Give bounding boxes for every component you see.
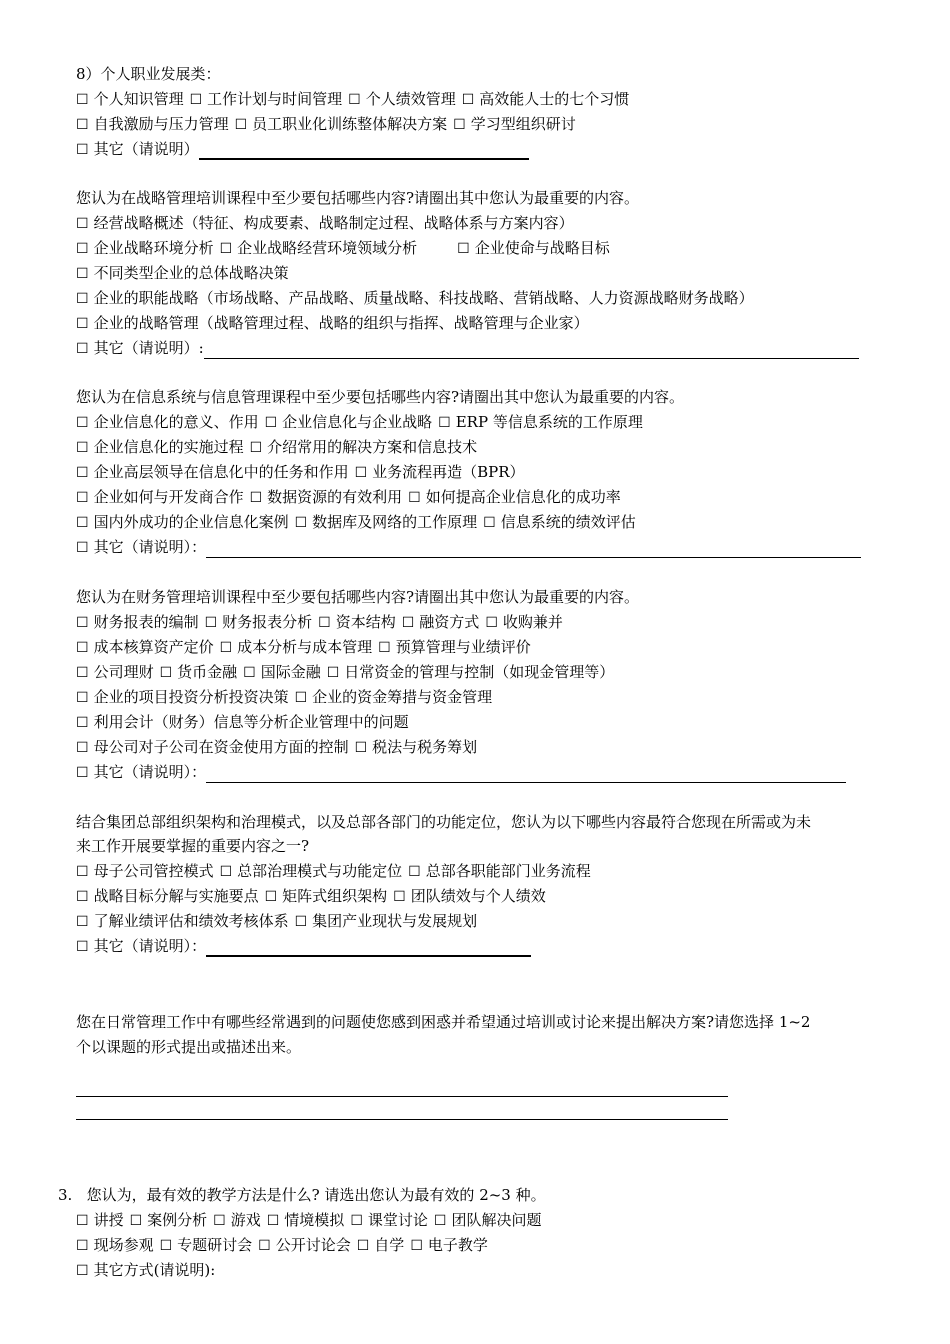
option-row: [76, 288, 760, 309]
option-label: 日常资金的管理与控制（如现金管理等）: [344, 663, 615, 681]
checkbox[interactable]: ☐: [483, 515, 496, 531]
checkbox[interactable]: ☐: [354, 740, 368, 756]
option-label: 公开讨论会: [275, 1236, 351, 1254]
option-row: [76, 911, 483, 932]
option-label: 员工职业化训练整体解决方案: [252, 115, 448, 133]
option-row: [76, 437, 483, 458]
checkbox[interactable]: ☐: [408, 864, 421, 880]
option-label: 信息系统的绩效评估: [500, 513, 636, 531]
other-row: [76, 936, 531, 957]
option-label: 案例分析: [147, 1211, 208, 1229]
checkbox[interactable]: ☐: [318, 615, 331, 631]
option-row: [76, 637, 537, 658]
checkbox[interactable]: ☐: [76, 540, 89, 556]
option-label: 介绍常用的解决方案和信息技术: [267, 438, 478, 456]
checkbox[interactable]: ☐: [408, 490, 421, 506]
question-text: 您在日常管理工作中有哪些经常遇到的问题使您感到困惑并希望通过培训或讨论来提出解决方案?请您选择 1~2: [76, 1013, 811, 1031]
option-label: 利用会计（财务）信息等分析企业管理中的问题: [93, 713, 409, 731]
option-label: 总部治理模式与功能定位: [237, 862, 403, 880]
checkbox[interactable]: ☐: [76, 665, 89, 681]
checkbox[interactable]: ☐: [294, 914, 308, 930]
answer-blank[interactable]: [204, 344, 859, 359]
option-row: [76, 737, 483, 758]
checkbox[interactable]: ☐: [76, 117, 89, 133]
option-row: [76, 313, 595, 334]
option-label: 公司理财: [93, 663, 154, 681]
other-label: 其它（请说明）：: [93, 538, 207, 556]
answer-blank[interactable]: [206, 941, 531, 957]
option-row: [76, 612, 569, 633]
checkbox[interactable]: ☐: [76, 1213, 89, 1229]
checkbox[interactable]: ☐: [204, 615, 218, 631]
option-label: 企业如何与开发商合作: [93, 488, 244, 506]
checkbox[interactable]: ☐: [129, 1213, 143, 1229]
answer-blank[interactable]: [206, 768, 846, 783]
option-label: ERP 等信息系统的工作原理: [455, 413, 643, 431]
option-row: [76, 238, 616, 259]
other-row: [76, 762, 846, 783]
checkbox[interactable]: ☐: [354, 465, 368, 481]
option-label: 资本结构: [335, 613, 396, 631]
checkbox[interactable]: ☐: [76, 316, 89, 332]
checkbox[interactable]: ☐: [76, 889, 89, 905]
option-label: 个人知识管理: [93, 90, 184, 108]
option-row: [76, 263, 295, 284]
option-label: 高效能人士的七个习惯: [479, 90, 630, 108]
checkbox[interactable]: ☐: [76, 864, 89, 880]
checkbox[interactable]: ☐: [438, 415, 451, 431]
option-label: 企业高层领导在信息化中的任务和作用: [93, 463, 349, 481]
option-label: 收购兼并: [502, 613, 563, 631]
option-label: 矩阵式组织架构: [282, 887, 388, 905]
checkbox[interactable]: ☐: [219, 640, 233, 656]
answer-blank[interactable]: [199, 144, 529, 160]
option-label: 自学: [374, 1236, 405, 1254]
checkbox[interactable]: ☐: [159, 1238, 173, 1254]
option-label: 业务流程再造（BPR）: [372, 463, 525, 481]
checkbox[interactable]: ☐: [76, 914, 89, 930]
checkbox[interactable]: ☐: [258, 1238, 271, 1254]
other-label: 其它（请说明）：: [93, 937, 207, 955]
option-label: 财务报表的编制: [93, 613, 199, 631]
section-title: 8）个人职业发展类：: [76, 65, 221, 83]
option-row: [76, 886, 552, 907]
checkbox[interactable]: ☐: [189, 92, 203, 108]
option-label: 融资方式: [419, 613, 480, 631]
option-label: 如何提高企业信息化的成功率: [425, 488, 621, 506]
option-label: 企业信息化的实施过程: [93, 438, 244, 456]
option-row: [76, 89, 635, 110]
checkbox[interactable]: ☐: [76, 740, 89, 756]
checkbox[interactable]: ☐: [433, 1213, 447, 1229]
option-label: 游戏: [230, 1211, 261, 1229]
checkbox[interactable]: ☐: [294, 690, 308, 706]
option-label: 预算管理与业绩评价: [395, 638, 531, 656]
checkbox[interactable]: ☐: [243, 665, 256, 681]
checkbox[interactable]: ☐: [76, 1263, 89, 1279]
checkbox[interactable]: ☐: [249, 490, 263, 506]
question-text: 来工作开展要掌握的重要内容之一?: [76, 837, 310, 855]
option-row: [76, 662, 620, 683]
option-label: 企业的项目投资分析投资决策: [93, 688, 289, 706]
question-text: 您认为在信息系统与信息管理课程中至少要包括哪些内容?请圈出其中您认为最重要的内容。: [76, 388, 685, 406]
option-label: 团队绩效与个人绩效: [410, 887, 546, 905]
question-text: 个以课题的形式提出或描述出来。: [76, 1038, 302, 1056]
option-label: 战略目标分解与实施要点: [93, 887, 259, 905]
checkbox[interactable]: ☐: [219, 864, 233, 880]
other-label: 其它（请说明）：: [93, 763, 207, 781]
option-label: 母公司对子公司在资金使用方面的控制: [93, 738, 349, 756]
checkbox[interactable]: ☐: [76, 241, 89, 257]
checkbox[interactable]: ☐: [453, 117, 466, 133]
option-row: [76, 712, 415, 733]
other-row: [76, 139, 529, 160]
option-label: 电子教学: [427, 1236, 488, 1254]
checkbox[interactable]: ☐: [76, 939, 89, 955]
checkbox[interactable]: ☐: [264, 415, 278, 431]
other-label: 其它方式(请说明):: [93, 1261, 216, 1279]
checkbox[interactable]: ☐: [159, 665, 173, 681]
checkbox[interactable]: ☐: [76, 216, 89, 232]
option-label: 经营战略概述（特征、构成要素、战略制定过程、战略体系与方案内容）: [93, 214, 574, 232]
checkbox[interactable]: ☐: [326, 665, 340, 681]
option-label: 团队解决问题: [451, 1211, 542, 1229]
option-label: 情境模拟: [284, 1211, 345, 1229]
option-label: 工作计划与时间管理: [207, 90, 343, 108]
option-label: 财务报表分析: [222, 613, 313, 631]
option-label: 成本分析与成本管理: [237, 638, 373, 656]
checkbox[interactable]: ☐: [76, 640, 89, 656]
option-label: 税法与税务筹划: [372, 738, 478, 756]
checkbox[interactable]: ☐: [76, 515, 89, 531]
checkbox[interactable]: ☐: [76, 690, 89, 706]
option-label: 集团产业现状与发展规划: [312, 912, 478, 930]
option-label: 课堂讨论: [367, 1211, 428, 1229]
other-label: 其它（请说明）:: [93, 339, 204, 357]
checkbox[interactable]: ☐: [76, 490, 89, 506]
option-label: 数据库及网络的工作原理: [312, 513, 478, 531]
option-row: [76, 687, 498, 708]
checkbox[interactable]: ☐: [76, 465, 89, 481]
checkbox[interactable]: ☐: [76, 92, 89, 108]
checkbox[interactable]: ☐: [76, 415, 89, 431]
option-label: 学习型组织研讨: [470, 115, 576, 133]
checkbox[interactable]: ☐: [348, 92, 361, 108]
option-label: 企业的战略管理（战略管理过程、战略的组织与指挥、战略管理与企业家）: [93, 314, 589, 332]
option-label: 企业信息化的意义、作用: [93, 413, 259, 431]
checkbox[interactable]: ☐: [76, 1238, 89, 1254]
option-label: 讲授: [93, 1211, 124, 1229]
checkbox[interactable]: ☐: [410, 1238, 423, 1254]
option-label: 企业战略环境分析: [93, 239, 214, 257]
option-row: [76, 213, 580, 234]
checkbox[interactable]: ☐: [76, 440, 89, 456]
checkbox[interactable]: ☐: [219, 241, 233, 257]
checkbox[interactable]: ☐: [457, 241, 470, 257]
option-row: [76, 861, 597, 882]
checkbox[interactable]: ☐: [76, 615, 89, 631]
option-label: 国际金融: [260, 663, 321, 681]
checkbox[interactable]: ☐: [393, 889, 406, 905]
answer-line[interactable]: [76, 1119, 728, 1120]
option-row: [76, 512, 642, 533]
option-row: [76, 487, 627, 508]
option-row: [76, 412, 649, 433]
checkbox[interactable]: ☐: [401, 615, 415, 631]
answer-blank[interactable]: [206, 543, 861, 558]
option-label: 现场参观: [93, 1236, 154, 1254]
option-row: [76, 462, 531, 483]
option-label: 个人绩效管理: [365, 90, 456, 108]
other-label: 其它（请说明）: [93, 140, 199, 158]
option-label: 自我激励与压力管理: [93, 115, 229, 133]
other-row: [76, 338, 859, 359]
question-text: 您认为在财务管理培训课程中至少要包括哪些内容?请圈出其中您认为最重要的内容。: [76, 588, 640, 606]
option-row: [76, 114, 582, 135]
checkbox[interactable]: ☐: [76, 142, 89, 158]
checkbox[interactable]: ☐: [356, 1238, 370, 1254]
option-label: 企业使命与战略目标: [474, 239, 610, 257]
option-label: 企业战略经营环境领域分析: [237, 239, 418, 257]
option-label: 不同类型企业的总体战略决策: [93, 264, 289, 282]
checkbox[interactable]: ☐: [461, 92, 475, 108]
question-text: 3. 您认为，最有效的教学方法是什么? 请选出您认为最有效的 2~3 种。: [58, 1186, 546, 1204]
checkbox[interactable]: ☐: [378, 640, 391, 656]
option-label: 国内外成功的企业信息化案例: [93, 513, 289, 531]
answer-line[interactable]: [76, 1096, 728, 1097]
option-label: 企业信息化与企业战略: [282, 413, 433, 431]
checkbox[interactable]: ☐: [266, 1213, 280, 1229]
checkbox[interactable]: ☐: [249, 440, 263, 456]
option-label: 成本核算资产定价: [93, 638, 214, 656]
option-label: 母子公司管控模式: [93, 862, 214, 880]
option-label: 专题研讨会: [177, 1236, 253, 1254]
option-label: 货币金融: [177, 663, 238, 681]
option-label: 了解业绩评估和绩效考核体系: [93, 912, 289, 930]
checkbox[interactable]: ☐: [76, 341, 89, 357]
checkbox[interactable]: ☐: [350, 1213, 363, 1229]
option-label: 数据资源的有效利用: [267, 488, 403, 506]
checkbox[interactable]: ☐: [213, 1213, 226, 1229]
checkbox[interactable]: ☐: [76, 765, 89, 781]
option-label: 企业的资金筹措与资金管理: [312, 688, 493, 706]
checkbox[interactable]: ☐: [76, 715, 89, 731]
other-row: [76, 1260, 215, 1281]
checkbox[interactable]: ☐: [76, 291, 89, 307]
question-text: 结合集团总部组织架构和治理模式，以及总部各部门的功能定位，您认为以下哪些内容最符合您现在所需或为未: [76, 813, 812, 831]
other-row: [76, 537, 861, 558]
option-row: [76, 1235, 494, 1256]
option-row: [76, 1210, 547, 1231]
question-text: 您认为在战略管理培训课程中至少要包括哪些内容?请圈出其中您认为最重要的内容。: [76, 189, 640, 207]
option-label: 企业的职能战略（市场战略、产品战略、质量战略、科技战略、营销战略、人力资源战略财务战略）: [93, 289, 754, 307]
option-label: 总部各职能部门业务流程: [425, 862, 591, 880]
checkbox[interactable]: ☐: [264, 889, 278, 905]
checkbox[interactable]: ☐: [76, 266, 89, 282]
checkbox[interactable]: ☐: [234, 117, 248, 133]
checkbox[interactable]: ☐: [294, 515, 308, 531]
checkbox[interactable]: ☐: [485, 615, 498, 631]
